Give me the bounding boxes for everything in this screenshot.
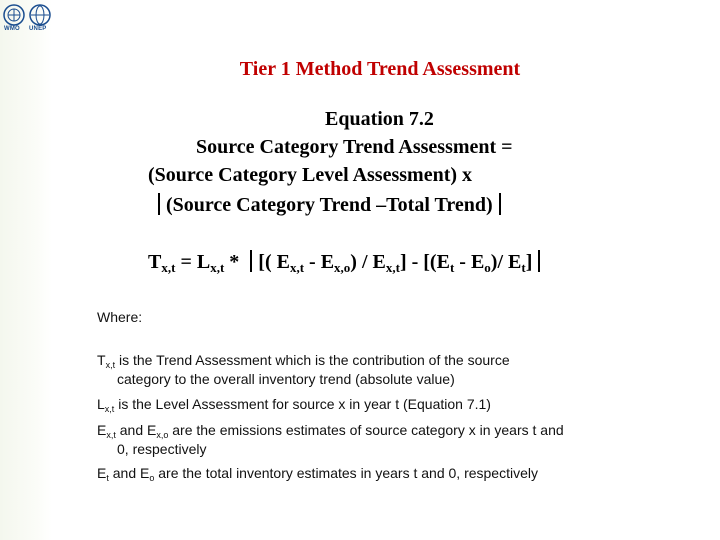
wmo-logo-icon — [3, 4, 25, 26]
formula-star: * — [224, 251, 245, 273]
definition-emissions-estimates-cont: 0, respectively — [117, 441, 207, 457]
formula-L-sub: x,t — [210, 260, 225, 275]
def4-and: and E — [108, 465, 150, 481]
formula-abs-bar-right — [538, 250, 540, 272]
absolute-bar-right — [499, 193, 501, 215]
def4-symbol-1: E — [97, 465, 107, 481]
definition-emissions-estimates — [97, 422, 564, 440]
formula-L: L — [196, 251, 211, 273]
formula-part-1: [( E — [258, 251, 290, 273]
def2-sub: x,t — [104, 404, 115, 414]
absolute-bar-left — [158, 193, 160, 215]
formula-sub-6: t — [521, 260, 526, 275]
logo-group — [3, 4, 55, 34]
formula-part-2: - E — [304, 251, 335, 273]
formula-part-4: ] - [(E — [399, 251, 450, 273]
equation-line-3 — [152, 193, 507, 217]
trend-formula — [148, 250, 546, 276]
def4-text: are the total inventory estimates in years t and 0, respectively — [154, 465, 538, 481]
formula-part-7: ] — [525, 251, 533, 273]
def2-text: is the Level Assessment for source x in year t (Equation 7.1) — [114, 396, 491, 412]
formula-part-5: - E — [454, 251, 485, 273]
wmo-caption: WMO — [4, 26, 20, 32]
definition-trend-assessment-cont: category to the overall inventory trend (absolute value) — [117, 371, 455, 387]
def2-symbol: L — [97, 396, 105, 412]
definition-level-assessment — [97, 396, 491, 414]
formula-sub-4: t — [449, 260, 455, 275]
def3-sub-2: x,o — [156, 430, 169, 440]
slide-title: Tier 1 Method Trend Assessment — [239, 58, 521, 80]
unep-logo-icon — [29, 4, 51, 26]
formula-T-sub: x,t — [161, 260, 176, 275]
equation-line-2: (Source Category Level Assessment) x — [148, 164, 473, 186]
formula-part-6: )/ E — [490, 251, 522, 273]
equation-line-3-text: (Source Category Trend –Total Trend) — [166, 194, 493, 216]
formula-equals: = — [175, 251, 197, 273]
def1-sub: x,t — [105, 360, 116, 370]
where-label: Where: — [97, 309, 143, 325]
def3-text: are the emissions estimates of source category x in years t and — [168, 422, 564, 438]
def3-sub-1: x,t — [106, 430, 116, 440]
formula-T: T — [148, 251, 162, 273]
equation-label: Equation 7.2 — [325, 108, 434, 130]
def3-and: and E — [115, 422, 157, 438]
def4-sub-2: o — [149, 473, 155, 483]
def3-symbol-1: E — [97, 422, 107, 438]
equation-line-1: Source Category Trend Assessment = — [196, 136, 513, 158]
formula-abs-bar-left — [250, 250, 252, 272]
formula-sub-5: o — [484, 260, 491, 275]
definition-trend-assessment — [97, 352, 510, 370]
def1-text: is the Trend Assessment which is the contribution of the source — [115, 352, 510, 368]
formula-sub-2: x,o — [334, 260, 351, 275]
formula-part-3: ) / E — [350, 251, 386, 273]
def1-symbol: T — [97, 352, 106, 368]
unep-caption: UNEP — [29, 26, 47, 32]
formula-sub-3: x,t — [385, 260, 400, 275]
definition-total-estimates — [97, 465, 538, 483]
formula-sub-1: x,t — [289, 260, 305, 275]
left-decorative-band — [0, 0, 52, 540]
def4-sub-1: t — [106, 473, 109, 483]
